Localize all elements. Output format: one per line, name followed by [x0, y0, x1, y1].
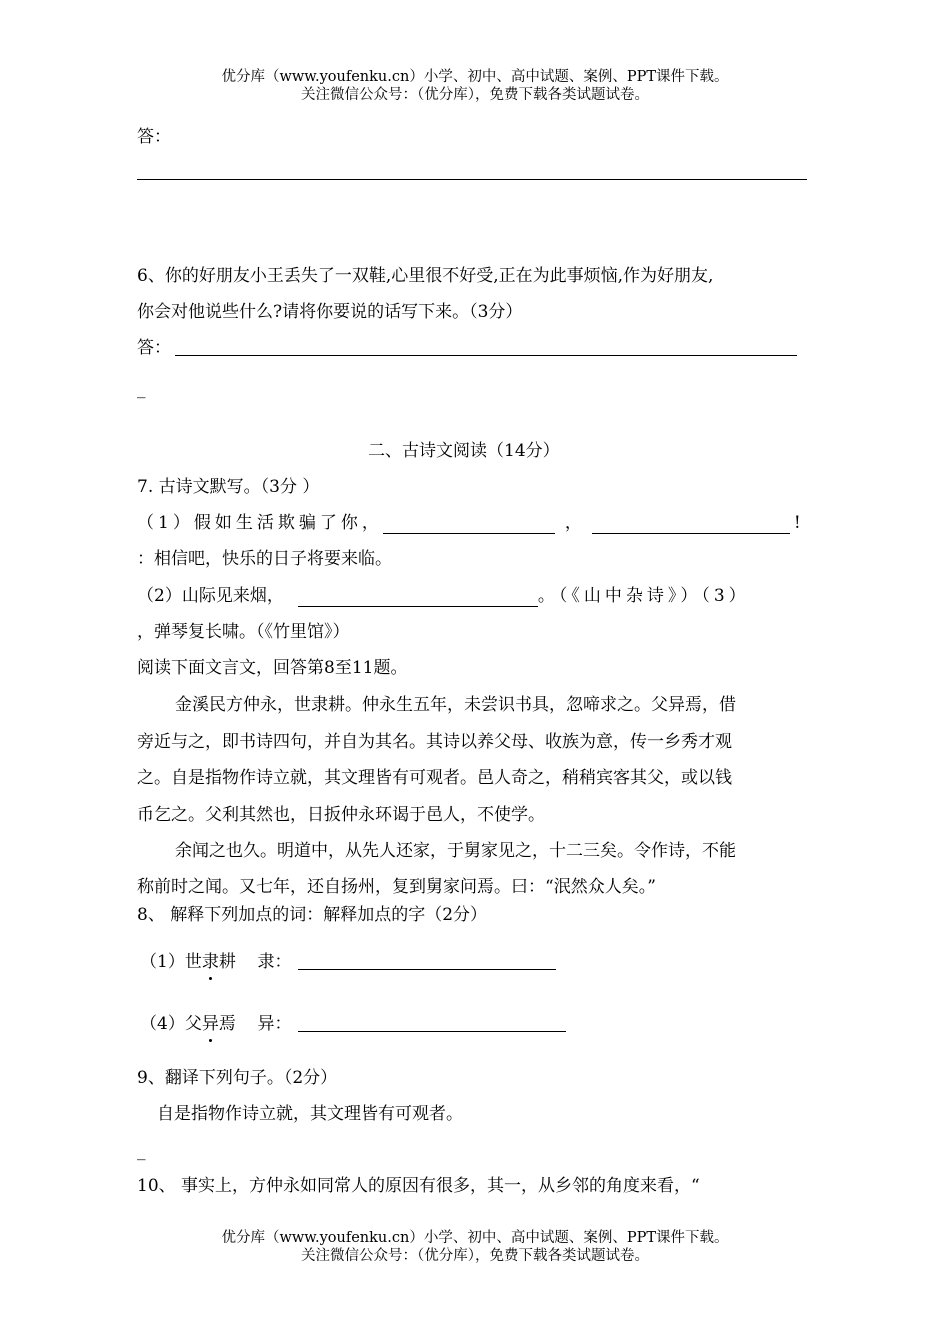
q7-item-2	[137, 585, 750, 607]
q8-item-2	[140, 1013, 291, 1035]
q7-item-2-start: （2）山际见来烟，	[137, 586, 284, 606]
q7-blank-2[interactable]	[592, 515, 790, 534]
answer-line-top	[137, 179, 807, 180]
q8-item-1-dotted: 隶	[201, 952, 219, 972]
q7-item-3: ，弹琴复长啸。（《竹里馆》）	[137, 622, 350, 642]
q8-item-1-pre: （1）世	[140, 952, 202, 972]
q7-item-1-comma: ，	[564, 513, 582, 533]
q8-item-1-post: 耕 隶：	[218, 952, 292, 972]
section-2-title: 二、古诗文阅读（14分）	[368, 441, 560, 461]
passage-p1-line-1: 金溪民方仲永，世隶耕。仲永生五年，未尝识书具，忽啼求之。父异焉，借	[175, 695, 736, 715]
q9-title: 9、翻译下列句子。（2分）	[137, 1068, 338, 1088]
q7-blank-3[interactable]	[298, 588, 538, 607]
q6-answer-label: 答：	[137, 338, 171, 358]
q7-blank-1[interactable]	[383, 515, 555, 534]
q8-blank-1[interactable]	[298, 969, 556, 970]
q8-blank-2[interactable]	[298, 1031, 566, 1032]
q6-line-2: 你会对他说些什么?请将你要说的话写下来。（3分）	[137, 302, 523, 322]
passage-p1-line-4: 币乞之。父利其然也，日扳仲永环谒于邑人，不使学。	[137, 805, 545, 825]
q7-title: 7. 古诗文默写。（3分 ）	[137, 477, 320, 497]
passage-p1-line-3: 之。自是指物作诗立就，其文理皆有可观者。邑人奇之，稍稍宾客其父，或以钱	[137, 768, 732, 788]
answer-label-top: 答：	[137, 127, 171, 147]
dash-1: _	[137, 379, 146, 399]
passage-p2-line-2: 称前时之闻。又七年，还自扬州，复到舅家问焉。曰：“泯然众人矣。”	[137, 877, 656, 897]
passage-p2-line-1: 余闻之也久。明道中，从先人还家，于舅家见之，十二三矣。令作诗，不能	[175, 841, 736, 861]
q8-item-2-dotted: 异	[201, 1014, 219, 1034]
q6-answer-line	[175, 355, 797, 356]
q7-item-2-end: 。（《山中杂诗》）（3）	[537, 586, 750, 606]
header-line-1: 优分库（www.youfenku.cn）小学、初中、高中试题、案例、PPT课件下载。	[221, 69, 729, 85]
header-line-2: 关注微信公众号：（优分库），免费下载各类试题试卷。	[301, 87, 649, 103]
q8-item-2-post: 焉 异：	[218, 1014, 292, 1034]
q7-item-1-end: !	[793, 513, 801, 533]
q8-title: 8、 解释下列加点的词：解释加点的字（2分）	[137, 905, 488, 925]
footer-line-2: 关注微信公众号：（优分库），免费下载各类试题试卷。	[301, 1248, 649, 1264]
q10-text: 10、 事实上，方仲永如同常人的原因有很多，其一，从乡邻的角度来看，“	[137, 1176, 700, 1196]
q9-sentence: 自是指物作诗立就，其文理皆有可观者。	[157, 1104, 463, 1124]
reading-intro: 阅读下面文言文，回答第8至11题。	[137, 658, 408, 678]
footer-line-1: 优分库（www.youfenku.cn）小学、初中、高中试题、案例、PPT课件下载。	[221, 1230, 729, 1246]
q8-item-2-pre: （4）父	[140, 1014, 202, 1034]
q7-item-1-cont: ：相信吧，快乐的日子将要来临。	[137, 549, 392, 569]
q7-item-1-start: （1）假如生活欺骗了你，	[137, 513, 383, 533]
q8-item-1	[140, 951, 291, 973]
q6-line-1: 6、你的好朋友小王丢失了一双鞋,心里很不好受,正在为此事烦恼,作为好朋友,	[137, 266, 714, 286]
q7-item-1	[137, 512, 801, 534]
dash-2: _	[137, 1141, 146, 1161]
passage-p1-line-2: 旁近与之，即书诗四句，并自为其名。其诗以养父母、收族为意，传一乡秀才观	[137, 732, 732, 752]
